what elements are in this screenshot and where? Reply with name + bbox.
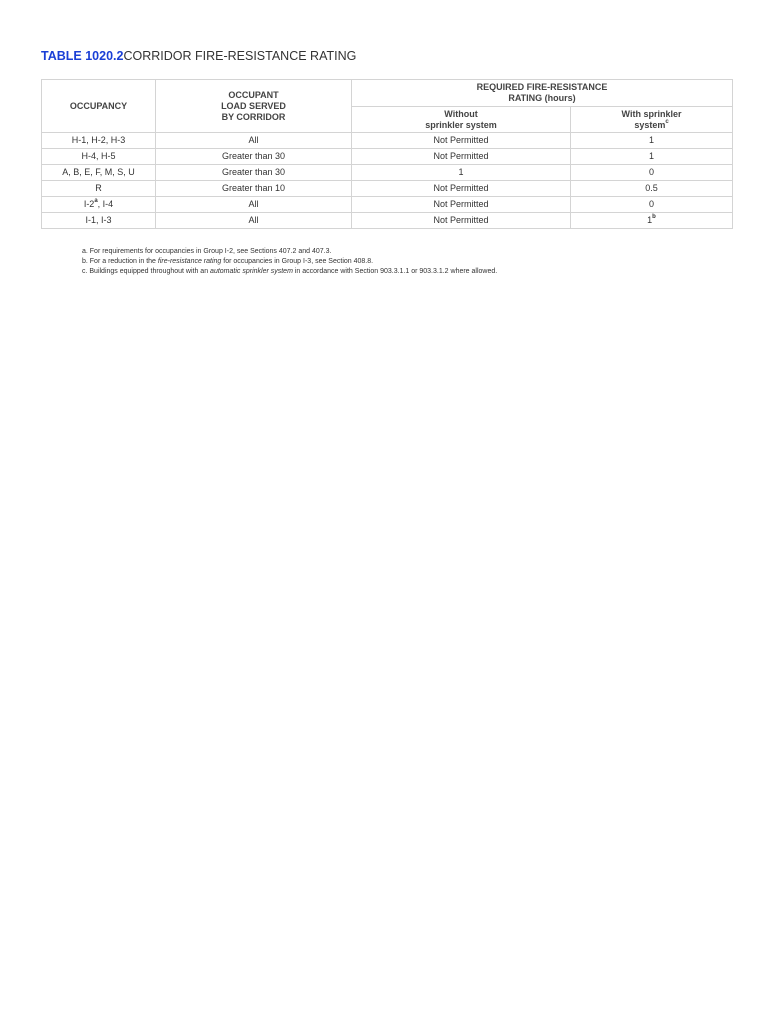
footnote-term: automatic sprinkler system (210, 268, 293, 275)
table-row (42, 181, 733, 197)
cell-without-sprinkler (352, 181, 571, 197)
cell-occupant-load-text: All (248, 199, 259, 209)
footnote-ref-c: c (665, 118, 669, 125)
cell-occupancy-text: H-1, H-2, H-3 (71, 135, 126, 145)
cell-without-sprinkler-text: Not Permitted (433, 215, 489, 225)
cell-occupancy-text: A, B, E, F, M, S, U (62, 167, 135, 177)
table-body (42, 133, 733, 229)
cell-occupancy-suffix: , I-4 (97, 199, 114, 209)
footnote-text: b. For a reduction in the (82, 258, 158, 265)
cell-occupant-load-text: Greater than 30 (221, 167, 286, 177)
table-row (42, 197, 733, 213)
footnote-item (82, 247, 497, 257)
footnote-ref-a: a (94, 198, 98, 204)
table-row (42, 133, 733, 149)
cell-with-sprinkler-text: 0.5 (645, 183, 658, 193)
table-title (41, 49, 356, 63)
fire-resistance-table (41, 79, 733, 229)
cell-with-sprinkler-text: 1 (648, 135, 654, 145)
cell-occupant-load-text: Greater than 10 (221, 183, 286, 193)
cell-occupant-load (156, 213, 352, 229)
header-without-sprinkler-text: Without sprinkler system (425, 108, 497, 130)
cell-occupancy (42, 149, 156, 165)
cell-occupancy (42, 197, 156, 213)
footnote-item (82, 257, 497, 267)
cell-occupancy (42, 181, 156, 197)
cell-occupancy (42, 133, 156, 149)
cell-occupancy (42, 213, 156, 229)
footnote-text-end: in accordance with Section 903.3.1.1 or 903.3.1.2 where allowed. (292, 268, 498, 275)
cell-without-sprinkler (352, 213, 571, 229)
cell-occupant-load (156, 181, 352, 197)
cell-without-sprinkler-text: Not Permitted (433, 183, 489, 193)
footnote-text-end: for occupancies in Group I-3, see Section 408.8. (221, 258, 374, 265)
footnote-item (82, 267, 497, 277)
header-occupancy: OCCUPANCY (42, 80, 156, 133)
table-number-link[interactable]: TABLE 1020.2 (41, 49, 124, 63)
footnote-ref-b: b (652, 214, 656, 220)
cell-without-sprinkler (352, 149, 571, 165)
cell-with-sprinkler-text: 0 (648, 199, 654, 209)
footnote-term: fire-resistance rating (157, 258, 222, 265)
cell-without-sprinkler (352, 133, 571, 149)
cell-with-sprinkler-text: 0 (648, 167, 654, 177)
table-caption: CORRIDOR FIRE-RESISTANCE RATING (123, 49, 357, 63)
cell-occupant-load-text: All (248, 215, 259, 225)
cell-without-sprinkler-text: Not Permitted (433, 135, 489, 145)
cell-with-sprinkler (571, 197, 733, 213)
table-header-row (42, 80, 733, 107)
cell-occupancy-text: I-1, I-3 (85, 215, 112, 225)
cell-with-sprinkler (571, 213, 733, 229)
footnote-text: a. For requirements for occupancies in Group I-2, see Sections 407.2 and 407.3. (82, 248, 332, 255)
cell-without-sprinkler (352, 165, 571, 181)
header-required-rating (352, 80, 733, 107)
header-required-rating-text: REQUIRED FIRE-RESISTANCE RATING (hours) (476, 82, 608, 103)
cell-with-sprinkler-text: 1 (647, 215, 653, 225)
table-row (42, 213, 733, 229)
cell-occupant-load (156, 149, 352, 165)
footnotes (82, 247, 497, 277)
cell-occupancy (42, 165, 156, 181)
cell-with-sprinkler (571, 133, 733, 149)
footnote-text: c. Buildings equipped throughout with an (82, 268, 211, 275)
cell-occupancy-text: R (95, 183, 102, 193)
cell-occupant-load-text: All (248, 135, 259, 145)
cell-occupancy-text: I-2 (83, 199, 95, 209)
cell-without-sprinkler (352, 197, 571, 213)
table-row (42, 149, 733, 165)
cell-occupant-load (156, 165, 352, 181)
cell-occupancy-text: H-4, H-5 (81, 151, 116, 161)
cell-with-sprinkler (571, 165, 733, 181)
header-with-sprinkler-text: With sprinkler system (621, 108, 682, 130)
header-occupant-load-text: OCCUPANT LOAD SERVED BY CORRIDOR (221, 89, 286, 122)
table-row (42, 165, 733, 181)
cell-with-sprinkler-text: 1 (648, 151, 654, 161)
cell-without-sprinkler-text: Not Permitted (433, 199, 489, 209)
cell-occupant-load (156, 133, 352, 149)
cell-occupant-load-text: Greater than 30 (221, 151, 286, 161)
header-occupant-load (156, 80, 352, 133)
cell-without-sprinkler-text: 1 (458, 167, 464, 177)
header-without-sprinkler (352, 107, 571, 133)
cell-occupant-load (156, 197, 352, 213)
header-with-sprinkler (571, 107, 733, 133)
cell-without-sprinkler-text: Not Permitted (433, 151, 489, 161)
cell-with-sprinkler (571, 181, 733, 197)
cell-with-sprinkler (571, 149, 733, 165)
